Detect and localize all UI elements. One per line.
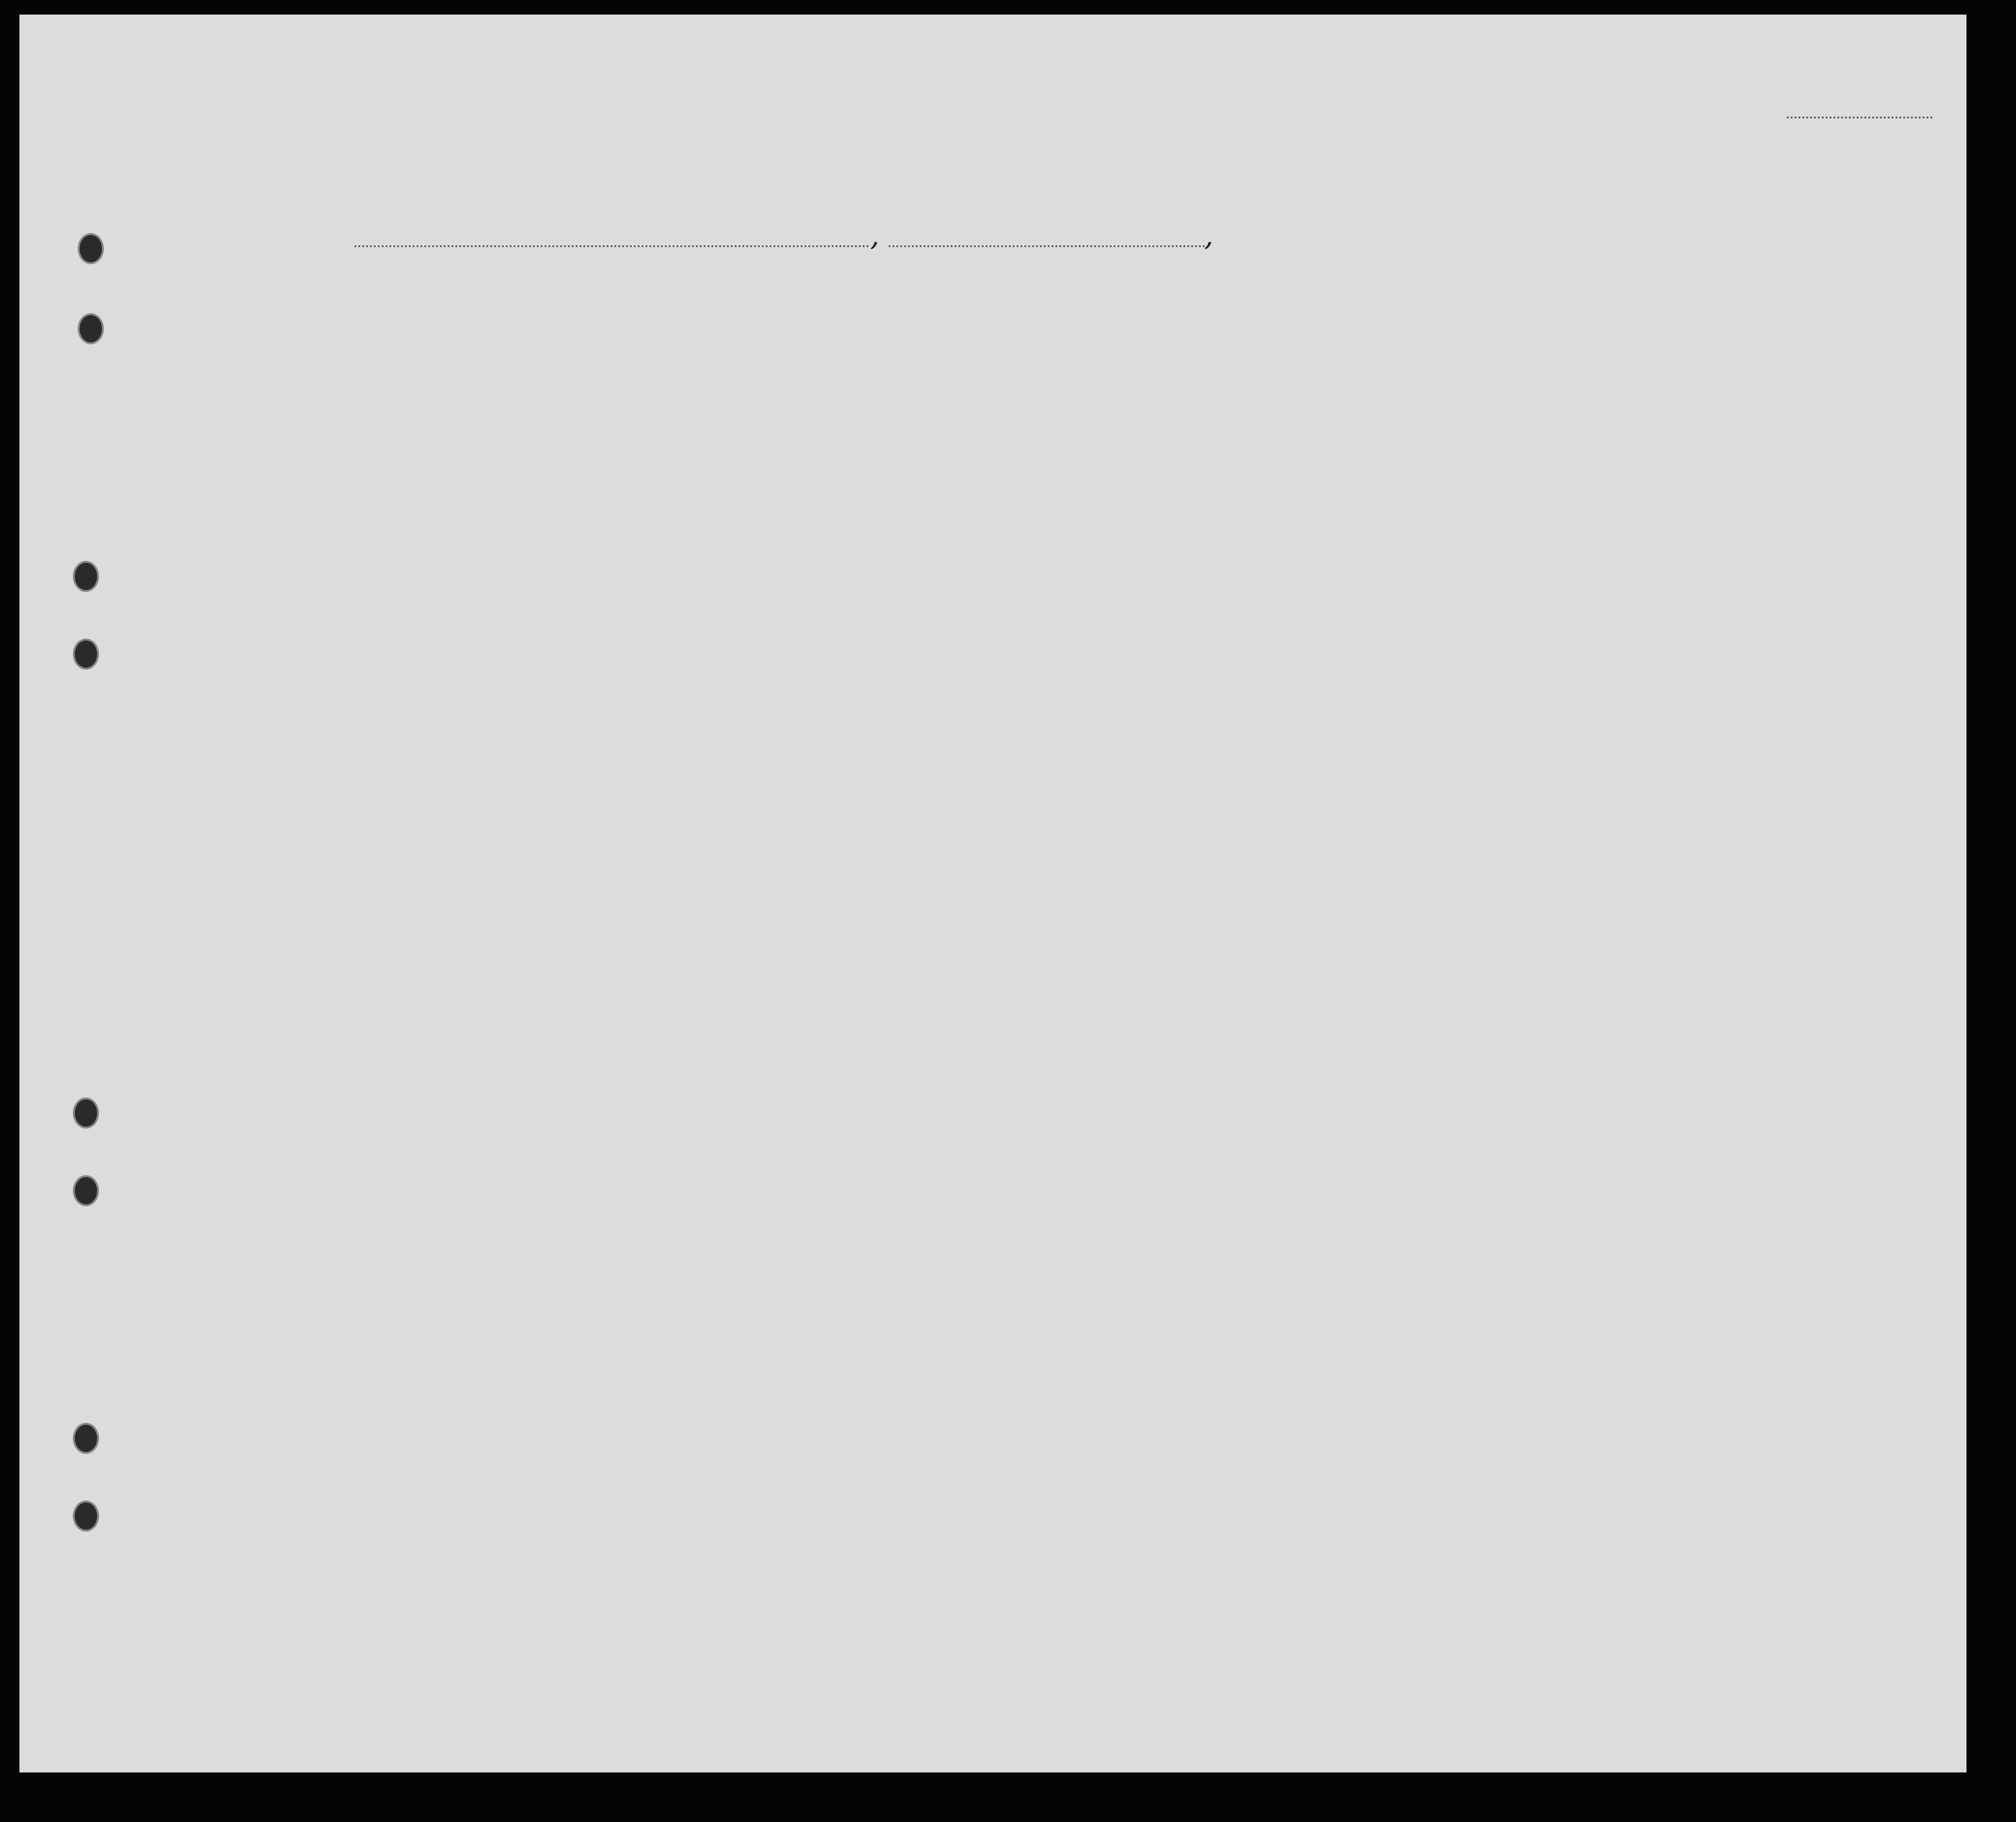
manifest-sheet [19, 15, 1966, 1772]
comma-1: , [870, 219, 880, 253]
manifest-grid [19, 15, 1966, 1772]
comma-2: , [1204, 219, 1214, 253]
